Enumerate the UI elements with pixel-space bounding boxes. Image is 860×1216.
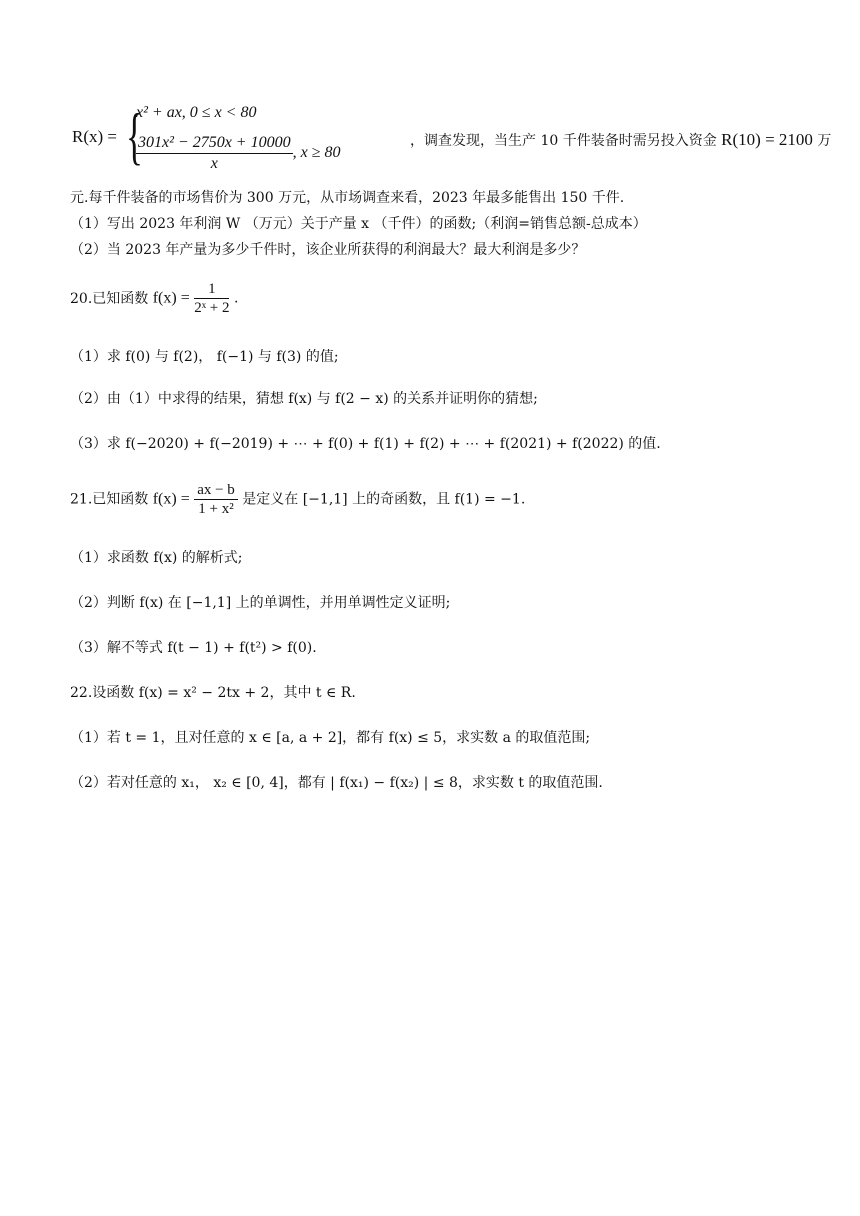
q21-numerator: ax − b xyxy=(194,481,238,500)
q19-context-line: 元.每千件装备的市场售价为 300 万元，从市场调查来看，2023 年最多能售出 150 千件. xyxy=(70,190,625,206)
fraction-denominator: x xyxy=(210,155,218,172)
q22-stem: 22.设函数 f(x) = x² − 2tx + 2，其中 t ∈ R. xyxy=(70,685,356,701)
q21-func-lhs: f(x) = xyxy=(152,490,190,508)
q20-suffix: . xyxy=(233,290,239,307)
q19-part-1: （1）写出 2023 年利润 W （万元）关于产量 x （千件）的函数;（利润=销售总额-总成本） xyxy=(70,216,647,232)
q20-denominator: 2ˣ + 2 xyxy=(194,300,230,316)
q22-part-2: （2）若对任意的 x₁， x₂ ∈ [0, 4]，都有 | f(x₁) − f(x₂) | ≤ 8，求实数 t 的取值范围. xyxy=(70,775,603,791)
piecewise-case-1: x² + ax, 0 ≤ x < 80 xyxy=(136,104,257,121)
q20-fraction xyxy=(194,280,229,317)
piecewise-case-2 xyxy=(136,133,340,174)
q22-part-1: （1）若 t = 1，且对任意的 x ∈ [a, a + 2]，都有 f(x) ≤ 5，求实数 a 的取值范围; xyxy=(70,730,591,746)
q21-part-3: （3）解不等式 f(t − 1) + f(t²) > f(0). xyxy=(70,640,317,656)
q20-stem xyxy=(70,280,790,324)
piecewise-tail-math: R(10) = 2100 xyxy=(721,130,813,149)
piecewise-tail-unit: 万 xyxy=(817,133,832,149)
q21-suffix: 是定义在 [−1,1] 上的奇函数，且 f(1) = −1. xyxy=(242,491,526,508)
q21-prefix: 21.已知函数 xyxy=(70,491,149,508)
piecewise-case-2-fraction xyxy=(136,133,293,174)
piecewise-case-2-condition: , x ≥ 80 xyxy=(292,144,341,162)
q19-part-2: （2）当 2023 年产量为多少千件时，该企业所获得的利润最大？最大利润是多少？ xyxy=(70,242,586,258)
q21-part-1: （1）求函数 f(x) 的解析式; xyxy=(70,550,243,566)
q21-part-2: （2）判断 f(x) 在 [−1,1] 上的单调性，并用单调性定义证明; xyxy=(70,595,451,611)
q21-fraction xyxy=(194,481,238,518)
piecewise-tail-text: ，调查发现，当生产 10 千件装备时需另投入资金 xyxy=(410,133,717,149)
piecewise-lhs: R(x) = xyxy=(72,127,117,146)
q21-denominator: 1 + x² xyxy=(198,501,234,517)
q21-stem xyxy=(70,481,790,525)
fraction-numerator: 301x² − 2750x + 10000 xyxy=(136,133,293,154)
piecewise-definition xyxy=(70,100,832,180)
q20-part-2: （2）由（1）中求得的结果，猜想 f(x) 与 f(2 − x) 的关系并证明你的猜想; xyxy=(70,391,538,407)
piecewise-tail xyxy=(410,130,831,150)
piecewise-brace: { xyxy=(126,100,143,171)
q20-func-lhs: f(x) = xyxy=(152,289,190,307)
q20-part-3: （3）求 f(−2020) + f(−2019) + ⋯ + f(0) + f(1) + f(2) + ⋯ + f(2021) + f(2022) 的值. xyxy=(70,436,661,452)
q20-part-1: （1）求 f(0) 与 f(2)， f(−1) 与 f(3) 的值; xyxy=(70,349,339,365)
q20-numerator: 1 xyxy=(194,280,229,299)
q20-prefix: 20.已知函数 xyxy=(70,290,149,307)
